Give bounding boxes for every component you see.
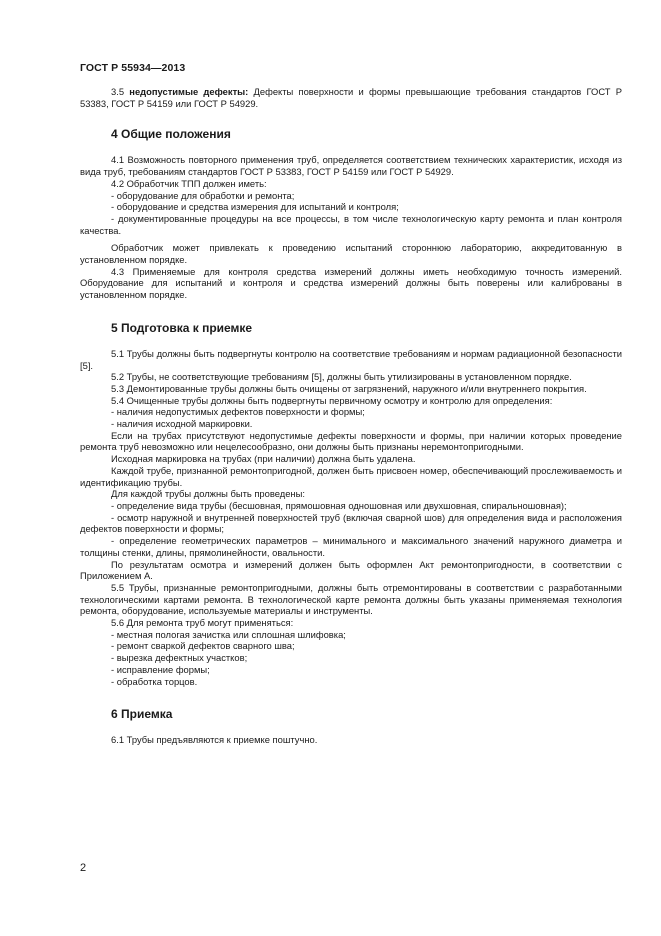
paragraph-5-5: 5.5 Трубы, признанные ремонтопригодными, должны быть отремонтированы в соответствии с разработанными технологическими картами ремонта. В технологической карте ремонта должны быть указаны применяемая технология ремонта, оборудование, используемые материалы и инструменты. <box>80 581 622 617</box>
paragraph-5-4-act: По результатам осмотра и измерений должен быть оформлен Акт ремонтопригодности, в соответствии с Приложением А. <box>80 558 622 582</box>
paragraph-4-2-note: Обработчик может привлекать к проведению испытаний стороннюю лабораторию, аккредитованную в установленном порядке. <box>80 242 622 266</box>
list-item: - определение геометрических параметров – минимального и максимального значений наружного диаметра и толщины стенки, длины, прямолинейности, овальности. <box>80 535 622 558</box>
section-5-title: 5 Подготовка к приемке <box>111 320 253 335</box>
list-item: - обработка торцов. <box>111 675 198 687</box>
paragraph-4-2: 4.2 Обработчик ТПП должен иметь: <box>111 177 267 189</box>
list-item: - местная пологая зачистка или сплошная шлифовка; <box>111 628 346 640</box>
page-number: 2 <box>80 862 87 874</box>
paragraph-5-4: 5.4 Очищенные трубы должны быть подвергнуты первичному осмотру и контролю для определения: <box>111 394 553 406</box>
paragraph-5-4-marking: Исходная маркировка на трубах (при наличии) должна быть удалена. <box>111 453 416 465</box>
list-item: - наличия недопустимых дефектов поверхности и формы; <box>111 406 365 418</box>
paragraph-5-4-defects: Если на трубах присутствуют недопустимые дефекты поверхности и формы, при наличии которых проведение ремонта труб невозможно или нецелесообразно, они должны быть признаны неремонтопригодными. <box>80 429 622 453</box>
paragraph-4-1: 4.1 Возможность повторного применения труб, определяется соответствием технических характеристик, исходя из вида труб, требованиям стандартов ГОСТ Р 53383, ГОСТ Р 54159 или ГОСТ Р 54929. <box>80 154 622 178</box>
list-item: - определение вида трубы (бесшовная, прямошовная одношовная или двухшовная, спиральношовная); <box>111 499 567 511</box>
paragraph-5-3: 5.3 Демонтированные трубы должны быть очищены от загрязнений, наружного и/или внутреннего покрытия. <box>111 382 587 394</box>
standard-designation: ГОСТ Р 55934—2013 <box>80 62 186 74</box>
paragraph-4-3: 4.3 Применяемые для контроля средства измерений должны иметь необходимую точность измерений. Оборудование для испытаний и контроля и средства измерений должны быть поверены или калиброваны в установленном порядке. <box>80 265 622 301</box>
list-item: - осмотр наружной и внутренней поверхностей труб (включая сварной шов) для определения вида и расположения дефектов поверхности и формы; <box>80 511 622 535</box>
term-definition: Дефекты поверхности и формы превышающие требования стандартов ГОСТ Р 53383, ГОСТ Р 54159 или ГОСТ Р 54929. <box>80 86 623 109</box>
term-name: недопустимые дефекты: <box>129 86 249 97</box>
paragraph-5-6: 5.6 Для ремонта труб могут применяться: <box>111 617 294 629</box>
paragraph-5-4-number: Каждой трубе, признанной ремонтопригодной, должен быть присвоен номер, обеспечивающий прослеживаемость и идентификацию трубы. <box>80 464 622 488</box>
term-3-5 <box>80 86 622 109</box>
list-item: - оборудование и средства измерения для испытаний и контроля; <box>111 201 399 213</box>
list-item: - вырезка дефектных участков; <box>111 652 248 664</box>
term-number: 3.5 <box>111 86 125 97</box>
section-4-title: 4 Общие положения <box>111 127 231 142</box>
paragraph-6-1: 6.1 Трубы предъявляются к приемке поштучно. <box>111 734 318 746</box>
paragraph-5-1: 5.1 Трубы должны быть подвергнуты контролю на соответствие требованиям и нормам радиационной безопасности [5]. <box>80 347 622 371</box>
section-6-title: 6 Приемка <box>111 707 173 722</box>
list-item: - наличия исходной маркировки. <box>111 418 253 430</box>
paragraph-5-4-checks: Для каждой трубы должны быть проведены: <box>111 488 305 500</box>
paragraph-5-2: 5.2 Трубы, не соответствующие требованиям [5], должны быть утилизированы в установленном порядке. <box>111 371 572 383</box>
list-item: - документированные процедуры на все процессы, в том числе технологическую карту ремонта и план контроля качества. <box>80 212 622 236</box>
list-item: - ремонт сваркой дефектов сварного шва; <box>111 640 295 652</box>
document-body <box>80 86 622 746</box>
list-item: - исправление формы; <box>111 663 210 675</box>
list-item: - оборудование для обработки и ремонта; <box>111 189 295 201</box>
